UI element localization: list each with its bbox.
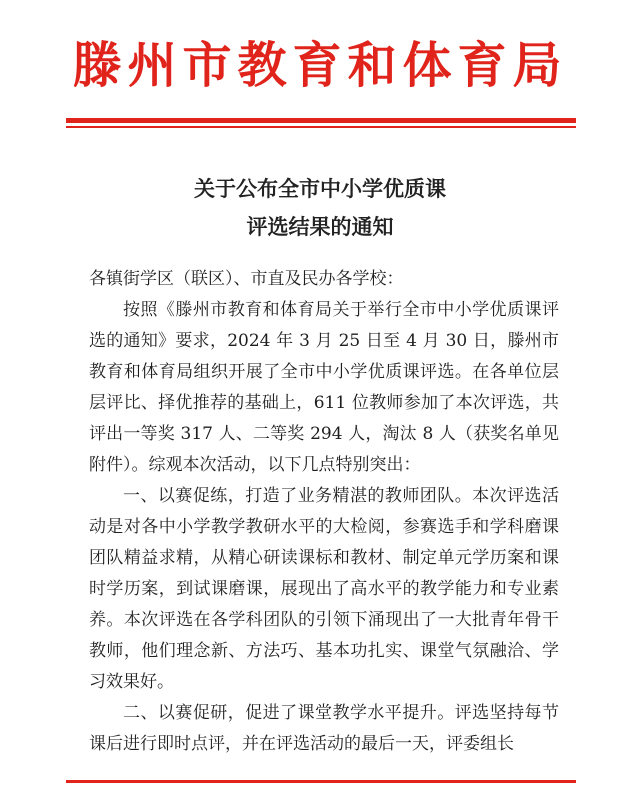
salutation: 各镇街学区（联区）、市直及民办各学校： bbox=[89, 269, 404, 289]
notice-title bbox=[0, 170, 640, 246]
body-paragraph: 按照《滕州市教育和体育局关于举行全市中小学优质课评选的通知》要求，2024 年 3 月 25 日至 4 月 30 日，滕州市教育和体育局组织开展了全市中小学优质课评选。在各单位层层评比、择优推荐的基础上，611 位教师参加了本次评选，共评出一等奖 317 人、二等奖 294 人，淘汰 8 人（获奖名单见附件）。综观本次活动，以下几点特别突出： bbox=[89, 300, 559, 475]
bottom-red-rule bbox=[66, 780, 576, 783]
notice-title-line-2: 评选结果的通知 bbox=[246, 214, 394, 239]
letterhead-red-rule-thin bbox=[66, 126, 576, 128]
body-paragraph: 一、以赛促练，打造了业务精湛的教师团队。本次评选活动是对各中小学教学教研水平的大检阅，参赛选手和学科磨课团队精益求精，从精心研读课标和教材、制定单元学历案和课时学历案，到试课磨课，展现出了高水平的教学能力和专业素养。本次评选在各学科团队的引领下涌现出了一大批青年骨干教师，他们理念新、方法巧、基本功扎实、课堂气氛融洽、学习效果好。 bbox=[89, 486, 559, 692]
letterhead-red-rule bbox=[66, 118, 576, 123]
agency-name: 滕州市教育和体育局 bbox=[72, 36, 568, 94]
notice-title-line-1: 关于公布全市中小学优质课 bbox=[194, 176, 446, 201]
letterhead bbox=[0, 30, 640, 100]
notice-body bbox=[89, 264, 559, 760]
body-paragraph: 二、以赛促研，促进了课堂教学水平提升。评选坚持每节课后进行即时点评，并在评选活动的最后一天，评委组长 bbox=[89, 703, 559, 754]
